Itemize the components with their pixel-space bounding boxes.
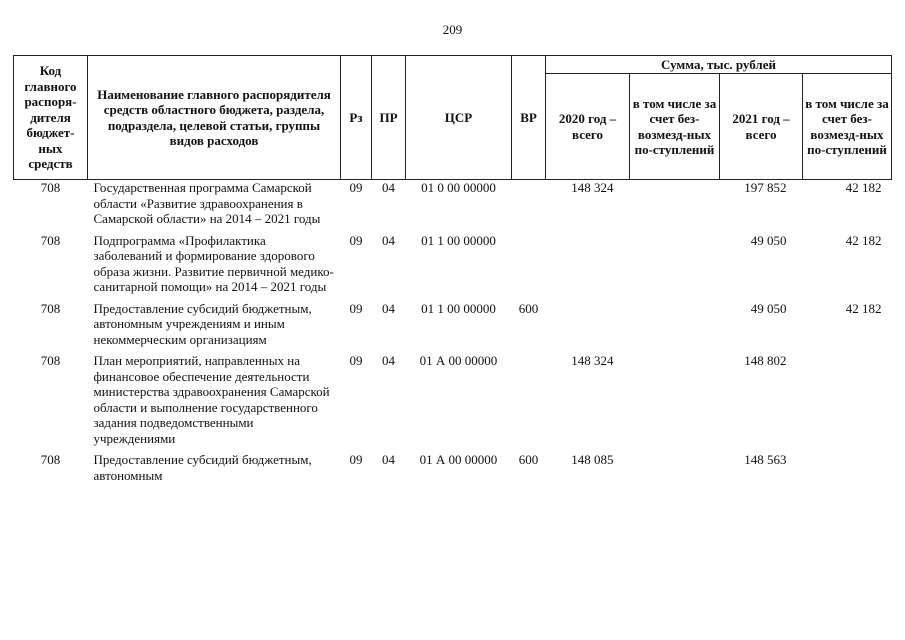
header-2021-free: в том числе за счет без-возмезд-ных по-ступлений [803, 74, 892, 180]
table-row [14, 452, 892, 489]
page-number: 209 [442, 22, 463, 37]
cell-vr [512, 180, 546, 233]
cell-2020-free [630, 301, 720, 354]
header-vr: ВР [512, 56, 546, 180]
cell-code: 708 [40, 180, 61, 195]
cell-pr: 04 [382, 452, 395, 467]
table-body [14, 180, 892, 490]
cell-2020-total: 148 085 [571, 452, 614, 467]
table-header [14, 56, 892, 180]
budget-table [13, 55, 892, 489]
cell-2021-free: 42 182 [845, 300, 882, 316]
cell-2021-free: 42 182 [845, 180, 882, 195]
cell-2021-free: 42 182 [845, 232, 882, 248]
cell-pr: 04 [382, 300, 395, 316]
cell-2020-total [546, 233, 630, 301]
header-pr: ПР [372, 56, 406, 180]
cell-2021-total: 49 050 [750, 300, 787, 316]
cell-pr: 04 [382, 232, 395, 248]
table-row [14, 353, 892, 452]
table-row [14, 301, 892, 354]
cell-vr: 600 [518, 300, 539, 316]
cell-2020-total: 148 324 [571, 180, 614, 195]
cell-name: Предоставление субсидий бюджетным, автономным учреждениям и иным некоммерческим организациям [93, 300, 312, 347]
header-name: Наименование главного распорядителя средств областного бюджета, раздела, подраздела, целевой статьи, группы видов расходов [88, 56, 341, 180]
cell-vr: 600 [518, 452, 539, 467]
cell-csr: 01 1 00 00000 [421, 232, 496, 248]
cell-2020-total: 148 324 [571, 353, 614, 368]
cell-2020-free [630, 233, 720, 301]
cell-name: Предоставление субсидий бюджетным, автономным [93, 452, 312, 483]
cell-code: 708 [40, 232, 61, 248]
cell-rz: 09 [349, 353, 363, 368]
cell-2021-total: 148 802 [744, 353, 787, 368]
cell-code: 708 [40, 452, 61, 467]
cell-csr: 01 А 00 00000 [419, 353, 498, 368]
cell-csr: 01 А 00 00000 [419, 452, 498, 467]
cell-rz: 09 [349, 452, 363, 467]
cell-2020-free [630, 353, 720, 452]
cell-2020-free [630, 452, 720, 489]
cell-pr: 04 [382, 353, 395, 368]
header-2021-total: 2021 год – всего [720, 74, 803, 180]
cell-2020-free [630, 180, 720, 233]
cell-rz: 09 [349, 300, 363, 316]
cell-name: Государственная программа Самарской области «Развитие здравоохранения в Самарской области» на 2014 – 2021 годы [93, 180, 321, 226]
cell-2021-total: 197 852 [744, 180, 787, 195]
header-sum: Сумма, тыс. рублей [546, 56, 892, 74]
header-2020-total: 2020 год – всего [546, 74, 630, 180]
cell-name: План мероприятий, направленных на финансовое обеспечение деятельности министерства здравоохранения Самарской области и выполнение государственного задания подведомственными учреждениями [93, 353, 330, 446]
cell-vr [512, 353, 546, 452]
cell-rz: 09 [349, 232, 363, 248]
cell-2021-total: 49 050 [750, 232, 787, 248]
cell-code: 708 [40, 300, 61, 316]
cell-2021-free [803, 452, 892, 489]
cell-2020-total [546, 301, 630, 354]
cell-pr: 04 [382, 180, 395, 195]
header-code: Код главного распоря-дителя бюджет-ных средств [14, 56, 88, 180]
cell-code: 708 [40, 353, 61, 368]
cell-vr [512, 233, 546, 301]
cell-2021-free [803, 353, 892, 452]
header-rz: Рз [341, 56, 372, 180]
cell-csr: 01 0 00 00000 [421, 180, 496, 195]
table-row [14, 180, 892, 233]
cell-csr: 01 1 00 00000 [421, 300, 496, 316]
table-row [14, 233, 892, 301]
cell-2021-total: 148 563 [744, 452, 787, 467]
header-2020-free: в том числе за счет без-возмезд-ных по-ступлений [630, 74, 720, 180]
cell-name: Подпрограмма «Профилактика заболеваний и формирование здорового образа жизни. Развитие первичной медико-санитарной помощи» на 2014 – 2021 годы [93, 232, 334, 294]
header-csr: ЦСР [406, 56, 512, 180]
cell-rz: 09 [349, 180, 363, 195]
